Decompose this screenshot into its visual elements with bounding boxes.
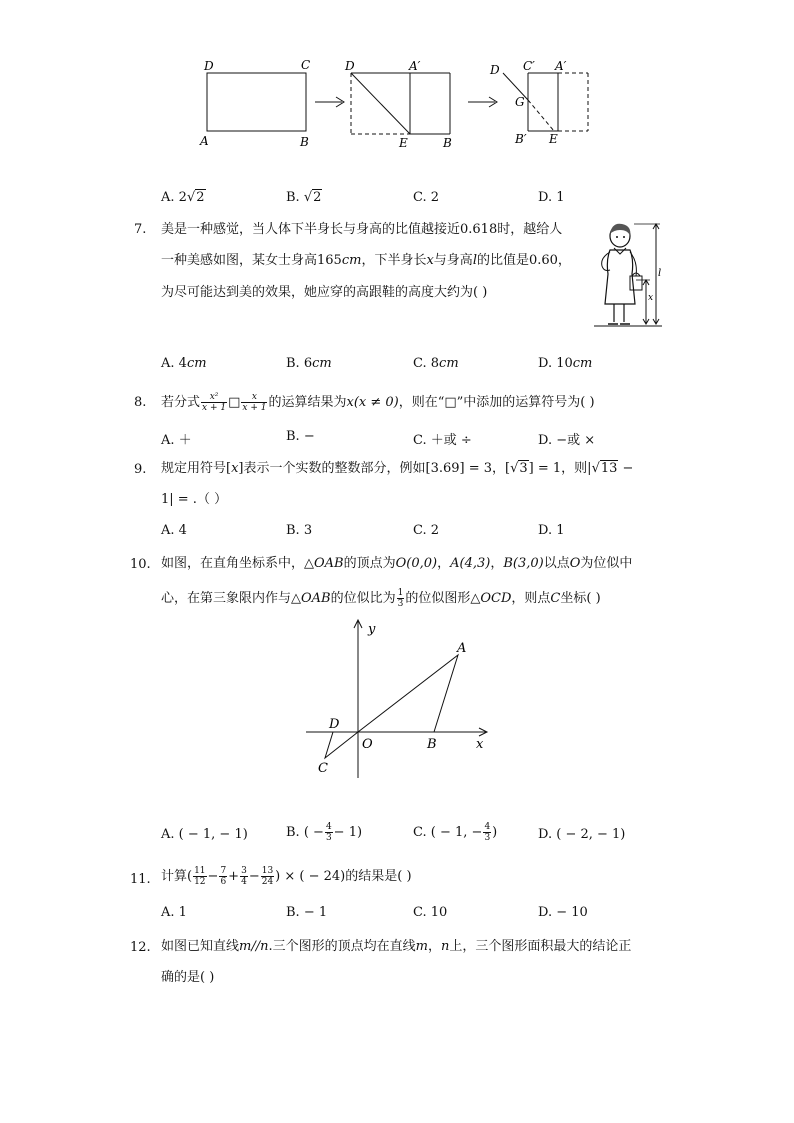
fraction: $\frac{13}{24}$ xyxy=(261,866,274,887)
point-label-a: A xyxy=(457,641,467,656)
option-a[interactable]: A. 4 xyxy=(161,523,187,538)
sqrt-icon: √ xyxy=(591,461,600,476)
option-a[interactable]: A. 1 xyxy=(161,905,187,920)
question-text: 1| = .（ ） xyxy=(161,492,228,507)
question-text: 确的是( ) xyxy=(161,970,215,985)
fold-step-2 xyxy=(351,73,450,134)
question-text: 一种美感如图，某女士身高165cm，下半身长x与身高l的比值是0.60， xyxy=(161,253,571,268)
question-text: 心，在第三象限内作与△OAB的位似比为 $\frac{1}{3}$ 的位似图形△OCD，则点C坐标( ) xyxy=(161,588,601,609)
coordinate-graph xyxy=(300,615,500,785)
option-b[interactable]: B. ( − $\frac{4}{3}$ − 1) xyxy=(286,822,363,843)
option-d[interactable]: D. 1 xyxy=(538,523,565,538)
height-label-l: l xyxy=(658,268,662,279)
option-d[interactable]: D. −或 × xyxy=(538,433,596,448)
option-c[interactable]: C. 10 xyxy=(413,905,448,920)
fig-label: A′ xyxy=(555,59,567,73)
fraction: $\frac{4}{3}$ xyxy=(325,822,332,843)
fig-label: D xyxy=(490,63,500,77)
fig-label: B xyxy=(443,136,452,150)
question-number: 12. xyxy=(130,940,151,955)
rectangle-abcd xyxy=(207,73,306,131)
triangle-oab xyxy=(358,655,458,732)
option-c[interactable]: C. 2 xyxy=(413,523,440,538)
option-c[interactable]: C. ＋或 ÷ xyxy=(413,433,472,448)
point-label-d: D xyxy=(329,717,340,732)
woman-figure xyxy=(590,220,666,330)
fraction: $\frac{3}{4}$ xyxy=(241,866,247,887)
option-d[interactable]: D. 10cm xyxy=(538,356,593,371)
fraction: $\frac{4}{3}$ xyxy=(484,822,491,843)
fig-label: E xyxy=(549,132,558,146)
fig-label: B xyxy=(300,135,309,149)
arrow-icon xyxy=(468,97,497,107)
option-c[interactable]: C. ( − 1, − $\frac{4}{3}$ ) xyxy=(413,822,498,843)
fraction: $\frac{11}{12}$ xyxy=(194,866,206,887)
option-a[interactable]: A. 2√2 xyxy=(161,190,205,205)
option-c[interactable]: C. 8cm xyxy=(413,356,459,371)
fraction: $\frac{7}{6}$ xyxy=(220,866,227,887)
option-a[interactable]: A. ( − 1, − 1) xyxy=(161,827,248,842)
question-text: 计算( $\frac{11}{12}$ − $\frac{7}{6}$ + $\frac{3}{4}$ − $\frac{13}{24}$ ) × ( − 24)的结果是( ) xyxy=(161,866,412,887)
question-number: 10. xyxy=(130,557,151,572)
fig-label: B′ xyxy=(515,132,527,146)
fig-label: C′ xyxy=(523,59,535,73)
option-d[interactable]: D. 1 xyxy=(538,190,565,205)
option-b[interactable]: B. − xyxy=(286,429,315,444)
leg-label-x: x xyxy=(648,293,654,303)
sqrt-icon: √ xyxy=(186,190,196,205)
fraction: $\frac{\text{x²}}{x + 1}$ xyxy=(202,392,227,413)
folding-figure xyxy=(190,55,610,155)
fig-label: C xyxy=(301,58,311,72)
option-a[interactable]: A. 4cm xyxy=(161,356,207,371)
fig-label: A′ xyxy=(409,59,421,73)
question-text: 如图已知直线m//n.三个图形的顶点均在直线m，n上，三个图形面积最大的结论正 xyxy=(161,939,632,954)
option-a[interactable]: A. ＋ xyxy=(161,433,192,448)
question-number: 8. xyxy=(134,395,147,410)
fraction: $\frac{x}{x + 1}$ xyxy=(242,392,267,413)
option-b[interactable]: B. − 1 xyxy=(286,905,328,920)
point-label-b: B xyxy=(427,737,437,752)
question-text: 美是一种感觉，当人体下半身长与身高的比值越接近0.618时，越给人 xyxy=(161,222,563,237)
fig-label: E xyxy=(399,136,408,150)
fig-label: G xyxy=(515,95,525,109)
point-label-c: C xyxy=(318,761,328,776)
axis-label-y: y xyxy=(368,622,376,637)
triangle-ocd xyxy=(325,732,358,758)
question-number: 9. xyxy=(134,462,147,477)
option-d[interactable]: D. ( − 2, − 1) xyxy=(538,827,626,842)
option-c[interactable]: C. 2 xyxy=(413,190,440,205)
fig-label: D xyxy=(204,59,214,73)
question-text: 若分式 $\frac{\text{x²}}{x + 1}$ □ $\frac{x}{x + 1}$ 的运算结果为x(x ≠ 0)，则在“□”中添加的运算符号为( ) xyxy=(161,392,595,413)
fig-label: D xyxy=(345,59,355,73)
question-text: 规定用符号[x]表示一个实数的整数部分，例如[3.69] = 3，[√3] = 1，则|√13 − xyxy=(161,461,634,476)
sqrt-icon: √ xyxy=(510,461,519,476)
option-d[interactable]: D. − 10 xyxy=(538,905,588,920)
option-b[interactable]: B. √2 xyxy=(286,190,322,205)
option-b[interactable]: B. 6cm xyxy=(286,356,332,371)
question-text: 如图，在直角坐标系中，△OAB的顶点为O(0,0)，A(4,3)，B(3,0)以点O为位似中 xyxy=(161,556,633,571)
point-label-o: O xyxy=(362,737,373,752)
sqrt-icon: √ xyxy=(303,190,313,205)
axis-label-x: x xyxy=(476,737,484,752)
fig-label: A xyxy=(200,134,209,148)
fraction: $\frac{1}{3}$ xyxy=(397,588,404,609)
question-number: 7. xyxy=(134,222,147,237)
question-number: 11. xyxy=(130,872,151,887)
arrow-icon xyxy=(315,97,344,107)
option-b[interactable]: B. 3 xyxy=(286,523,313,538)
question-text: 为尽可能达到美的效果，她应穿的高跟鞋的高度大约为( ) xyxy=(161,285,488,300)
